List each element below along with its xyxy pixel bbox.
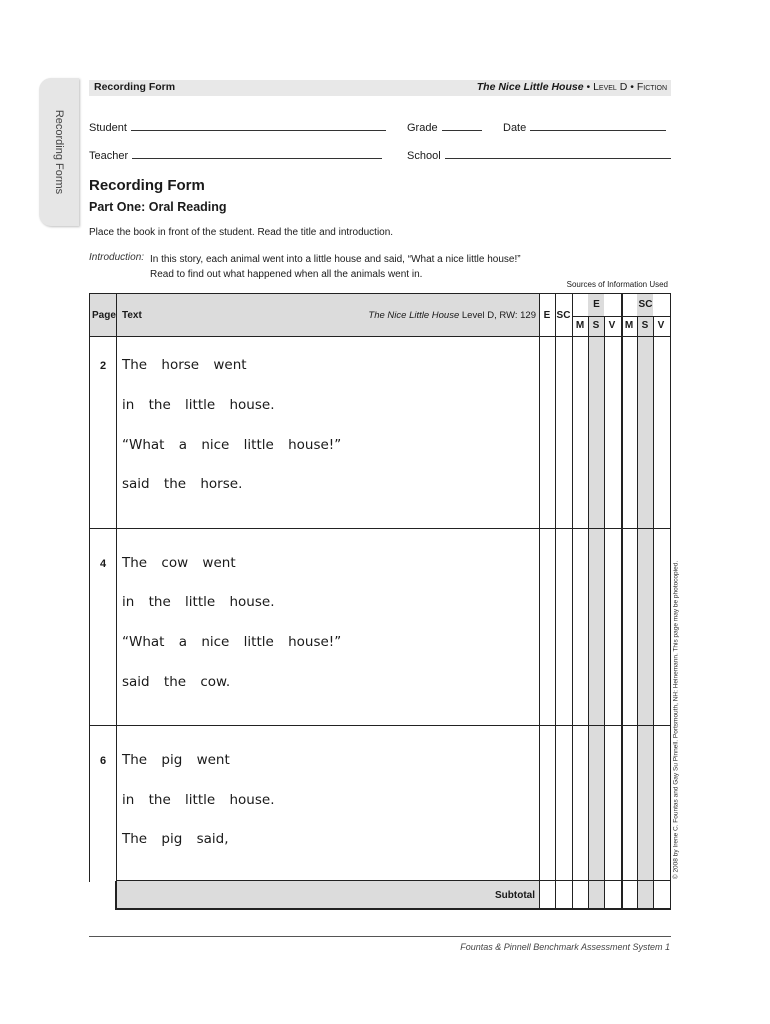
header-separator: • [630,81,634,93]
text-line: said the horse. [122,476,243,492]
subtotal-label: Subtotal [495,890,535,901]
side-tab [39,78,79,226]
subtotal-shade [116,880,539,908]
page-number: 6 [99,755,107,767]
col-divider [588,316,589,909]
col-header-text: Text [122,310,142,321]
text-line: The cow went [122,555,236,571]
school-field[interactable] [407,149,671,162]
date-field[interactable] [503,121,666,134]
msv-s: S [592,320,600,331]
table-corner-mask [87,882,115,912]
introduction-line-2: Read to find out what happened when all the animals went in. [150,269,423,280]
text-line: The pig said, [122,831,229,847]
col-header-e: E [543,310,551,321]
teacher-field[interactable] [89,149,382,162]
page-number: 4 [99,558,107,570]
introduction-text [150,252,570,282]
grade-field[interactable] [407,121,482,134]
text-line: in the little house. [122,397,275,413]
e-s-column-shade [588,294,604,908]
row-divider [90,336,670,337]
date-label: Date [503,122,527,134]
msv-m: M [575,320,585,331]
text-line: in the little house. [122,594,275,610]
row-divider [116,880,670,881]
grade-label: Grade [407,122,438,134]
reading-record-table [89,293,671,910]
book-info [368,310,536,321]
col-divider [555,294,556,909]
row-divider [90,528,670,529]
header-book-title: The Nice Little House [476,81,584,93]
msv-v: V [608,320,616,331]
book-level-rw: Level D, RW: 129 [461,310,536,321]
sources-label: Sources of Information Used [566,280,668,289]
group-header-e: E [593,299,600,310]
msv-v: V [657,320,665,331]
side-tab-label: Recording Forms [53,109,65,195]
copyright-notice: © 2008 by Irene C. Fountas and Gay Su Pinnell. Portsmouth, NH: Heinemann. This page may be photocopied. [672,560,680,880]
text-line: in the little house. [122,792,275,808]
text-line: “What a nice little house!” [122,437,342,453]
col-divider [637,316,638,909]
page-title: Recording Form [89,177,205,194]
student-field[interactable] [89,121,386,134]
footer-rule [89,936,671,937]
book-title: The Nice Little House [368,310,460,321]
header-genre: Fiction [636,81,667,93]
text-line: said the cow. [122,674,231,690]
col-header-sc: SC [556,310,571,321]
col-divider [539,294,540,909]
text-line: The horse went [122,357,247,373]
section-subtitle: Part One: Oral Reading [89,200,227,214]
text-line: The pig went [122,752,230,768]
msv-m: M [624,320,634,331]
col-divider [572,294,573,909]
row-divider [90,725,670,726]
group-header-sc: SC [638,299,653,310]
school-label: School [407,150,441,162]
col-divider [116,294,117,909]
col-header-page: Page [92,310,116,321]
header-form-name: Recording Form [94,81,176,93]
student-label: Student [89,122,127,134]
col-divider [653,316,654,909]
subtotal-left-border [115,881,116,910]
header-separator: • [586,81,591,93]
col-divider [621,294,623,909]
row-divider [572,316,670,317]
footer-text: Fountas & Pinnell Benchmark Assessment System 1 [460,942,670,952]
msv-s: S [641,320,649,331]
introduction-line-1: In this story, each animal went into a little house and said, “What a nice little house!” [150,254,521,265]
subtotal-bottom-border [115,908,671,909]
header-book-info [477,81,667,93]
page-number: 2 [99,360,107,372]
teacher-label: Teacher [89,150,129,162]
col-divider [604,316,605,909]
text-line: “What a nice little house!” [122,634,342,650]
header-level: Level D [593,81,628,93]
header-bar [89,80,671,96]
introduction-label: Introduction: [89,252,145,263]
sc-s-column-shade [637,294,653,908]
instruction-text: Place the book in front of the student. Read the title and introduction. [89,227,394,238]
